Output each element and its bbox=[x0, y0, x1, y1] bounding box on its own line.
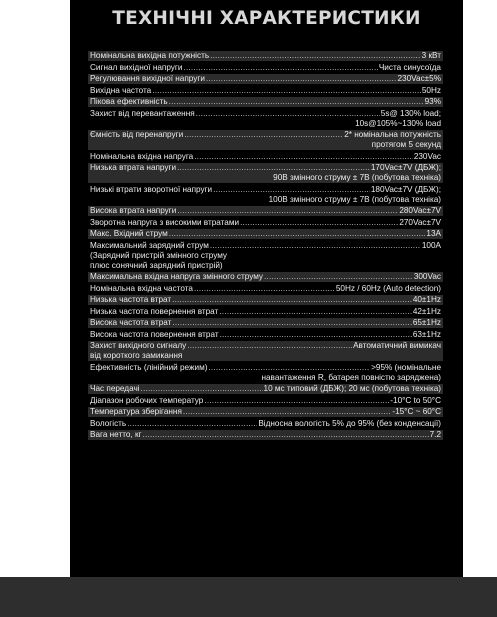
leader-dots bbox=[169, 97, 424, 107]
page-title: ТЕХНІЧНІ ХАРАКТЕРИСТИКИ bbox=[112, 8, 421, 29]
leader-dots bbox=[213, 185, 370, 195]
leader-dots bbox=[127, 419, 257, 429]
spec-row bbox=[88, 97, 443, 107]
footer-bar bbox=[0, 577, 497, 617]
leader-dots bbox=[183, 63, 377, 73]
spec-line bbox=[90, 272, 441, 282]
spec-label: Пікова ефективність bbox=[90, 97, 168, 106]
leader-dots bbox=[172, 295, 412, 305]
spec-value-continued: 10s@105%~130% load bbox=[355, 118, 441, 128]
spec-label: Вихідна частота bbox=[90, 85, 152, 95]
leader-dots bbox=[141, 384, 263, 394]
spec-value: >95% (номінальне bbox=[371, 362, 441, 372]
spec-value: 3 кВт bbox=[421, 51, 441, 60]
spec-label: Вага нетто, кг bbox=[90, 430, 142, 439]
spec-line bbox=[90, 185, 441, 195]
spec-row bbox=[88, 74, 443, 84]
spec-row bbox=[88, 109, 443, 129]
spec-row bbox=[88, 229, 443, 239]
spec-label: Ємність від перенапруги bbox=[90, 130, 184, 139]
leader-dots bbox=[184, 130, 343, 140]
leader-dots bbox=[152, 86, 421, 96]
spec-value: 2* номінальна потужність bbox=[344, 130, 441, 139]
spec-line bbox=[90, 152, 441, 162]
leader-dots bbox=[183, 407, 391, 417]
spec-label: Номінальна вхідна частота bbox=[90, 283, 193, 293]
spec-row bbox=[88, 272, 443, 282]
spec-row bbox=[88, 130, 443, 150]
spec-line bbox=[90, 163, 441, 173]
spec-row bbox=[88, 307, 443, 317]
spec-line bbox=[90, 295, 441, 305]
spec-label: Максимальний зарядний струм bbox=[90, 240, 209, 250]
spec-value: 50Hz / 60Hz (Auto detection) bbox=[335, 283, 441, 293]
leader-dots bbox=[220, 330, 412, 340]
leader-dots bbox=[187, 341, 352, 351]
spec-value: 300Vac bbox=[413, 272, 441, 281]
spec-row bbox=[88, 318, 443, 328]
spec-value: 180Vac±7V (ДБЖ); bbox=[370, 184, 441, 194]
spec-line bbox=[90, 307, 441, 317]
spec-row bbox=[88, 284, 443, 294]
spec-row bbox=[88, 241, 443, 271]
leader-dots bbox=[204, 396, 389, 406]
spec-label: Низька частота втрат bbox=[90, 295, 172, 304]
spec-value: 170Vac±7V (ДБЖ); bbox=[370, 163, 441, 172]
spec-line bbox=[90, 363, 441, 373]
spec-value: -15°C ~ 60°C bbox=[392, 407, 441, 416]
spec-label: Макс. Вхідний струм bbox=[90, 229, 168, 238]
spec-value: 93% bbox=[424, 97, 441, 106]
spec-label-continued: (Зарядний пристрій змінного струму bbox=[90, 250, 228, 260]
spec-label: Номінальна вихідна потужність bbox=[90, 51, 210, 60]
spec-value: 230Vac bbox=[413, 151, 441, 161]
spec-line bbox=[90, 130, 441, 140]
leader-dots bbox=[143, 430, 429, 440]
spec-row bbox=[88, 63, 443, 73]
spec-table bbox=[88, 51, 443, 442]
spec-label: Захист вихідного сигналу bbox=[90, 341, 187, 350]
spec-line bbox=[90, 63, 441, 73]
spec-value: Відносна вологість 5% до 95% (без конденсації) bbox=[258, 418, 441, 428]
leader-dots bbox=[194, 152, 413, 162]
spec-row bbox=[88, 330, 443, 340]
spec-label: Висока частота втрат bbox=[90, 318, 172, 327]
spec-label: Номінальна вхідна напруга bbox=[90, 151, 194, 161]
spec-row bbox=[88, 86, 443, 96]
spec-label-continued: плюс сонячний зарядний пристрій) bbox=[90, 260, 223, 270]
spec-value: 40±1Hz bbox=[412, 295, 441, 304]
spec-row bbox=[88, 396, 443, 406]
leader-dots bbox=[210, 51, 421, 61]
leader-dots bbox=[208, 363, 370, 373]
spec-value: 10 мс типовий (ДБЖ); 20 мс (побутова техніка) bbox=[263, 384, 441, 393]
spec-sheet bbox=[70, 0, 463, 577]
spec-label: Максимальна вхідна напруга змінного струму bbox=[90, 272, 264, 281]
spec-row bbox=[88, 206, 443, 216]
spec-label: Час передачі bbox=[90, 384, 140, 393]
spec-value: Автоматичний вимикач bbox=[353, 341, 441, 350]
spec-value: 63±1Hz bbox=[412, 329, 441, 339]
leader-dots bbox=[196, 109, 380, 119]
spec-value-continued: навантаження R, батарея повністю заряджена) bbox=[261, 372, 441, 382]
spec-label: Температура зберігання bbox=[90, 407, 182, 416]
spec-line bbox=[90, 384, 441, 394]
leader-dots bbox=[172, 318, 411, 328]
spec-value: 65±1Hz bbox=[412, 318, 441, 327]
spec-line bbox=[90, 419, 441, 429]
spec-row bbox=[88, 152, 443, 162]
spec-value: 13A bbox=[426, 229, 441, 238]
spec-value-continued: 90В змінного струму ± 7В (побутова техніка) bbox=[273, 173, 441, 182]
spec-line bbox=[90, 341, 441, 351]
spec-label: Висока частота повернення втрат bbox=[90, 329, 219, 339]
spec-line bbox=[90, 51, 441, 61]
spec-label: Захист від перевантаження bbox=[90, 108, 195, 118]
spec-row bbox=[88, 341, 443, 361]
spec-label: Висока втрата напруги bbox=[90, 206, 177, 215]
spec-value: 280Vac±7V bbox=[399, 206, 441, 215]
spec-line bbox=[90, 407, 441, 417]
spec-value: -10°C to 50°C bbox=[390, 395, 441, 405]
leader-dots bbox=[169, 229, 426, 239]
leader-dots bbox=[240, 218, 398, 228]
spec-line bbox=[90, 330, 441, 340]
leader-dots bbox=[219, 307, 412, 317]
leader-dots bbox=[264, 272, 413, 282]
leader-dots bbox=[194, 284, 335, 294]
spec-label: Сигнал вихідної напруги bbox=[90, 62, 183, 72]
spec-line bbox=[90, 206, 441, 216]
spec-row bbox=[88, 430, 443, 440]
spec-line bbox=[90, 86, 441, 96]
spec-label: Регулювання вихідної напруги bbox=[90, 74, 205, 83]
spec-row bbox=[88, 51, 443, 61]
spec-value: 7.2 bbox=[429, 430, 441, 439]
spec-row bbox=[88, 363, 443, 383]
spec-row bbox=[88, 384, 443, 394]
leader-dots bbox=[210, 241, 421, 251]
spec-value: 42±1Hz bbox=[412, 306, 441, 316]
spec-row bbox=[88, 185, 443, 205]
spec-value: Чиста синусоїда bbox=[378, 62, 441, 72]
spec-line bbox=[90, 109, 441, 119]
leader-dots bbox=[206, 74, 397, 84]
spec-value: 50Hz bbox=[421, 85, 441, 95]
spec-row bbox=[88, 295, 443, 305]
spec-value-continued: 100В змінного струму ± 7В (побутова техніка) bbox=[268, 194, 441, 204]
spec-row bbox=[88, 419, 443, 429]
spec-value: 230Vac±5% bbox=[397, 74, 441, 83]
spec-label: Зворотна напруга з високими втратами bbox=[90, 217, 240, 227]
spec-line bbox=[90, 74, 441, 84]
spec-value: 100A bbox=[421, 240, 441, 250]
spec-label: Діапазон робочих температур bbox=[90, 395, 204, 405]
spec-line bbox=[90, 396, 441, 406]
spec-value: 5s@ 130% load; bbox=[380, 108, 441, 118]
spec-label: Низькі втрати зворотної напруги bbox=[90, 184, 213, 194]
leader-dots bbox=[177, 206, 398, 216]
spec-label-continued: від короткого замикання bbox=[90, 351, 183, 360]
spec-line bbox=[90, 241, 441, 251]
spec-label: Низька втрата напруги bbox=[90, 163, 177, 172]
spec-row bbox=[88, 218, 443, 228]
spec-label: Вологість bbox=[90, 418, 127, 428]
spec-label: Ефективність (лінійний режим) bbox=[90, 362, 208, 372]
spec-line bbox=[90, 284, 441, 294]
spec-line bbox=[90, 430, 441, 440]
leader-dots bbox=[177, 163, 370, 173]
spec-line bbox=[90, 97, 441, 107]
spec-line bbox=[90, 318, 441, 328]
spec-label: Низька частота повернення втрат bbox=[90, 306, 219, 316]
spec-row bbox=[88, 163, 443, 183]
spec-value: 270Vac±7V bbox=[399, 217, 441, 227]
spec-row bbox=[88, 407, 443, 417]
spec-line bbox=[90, 218, 441, 228]
spec-value-continued: протягом 5 секунд bbox=[371, 140, 441, 149]
spec-line bbox=[90, 229, 441, 239]
